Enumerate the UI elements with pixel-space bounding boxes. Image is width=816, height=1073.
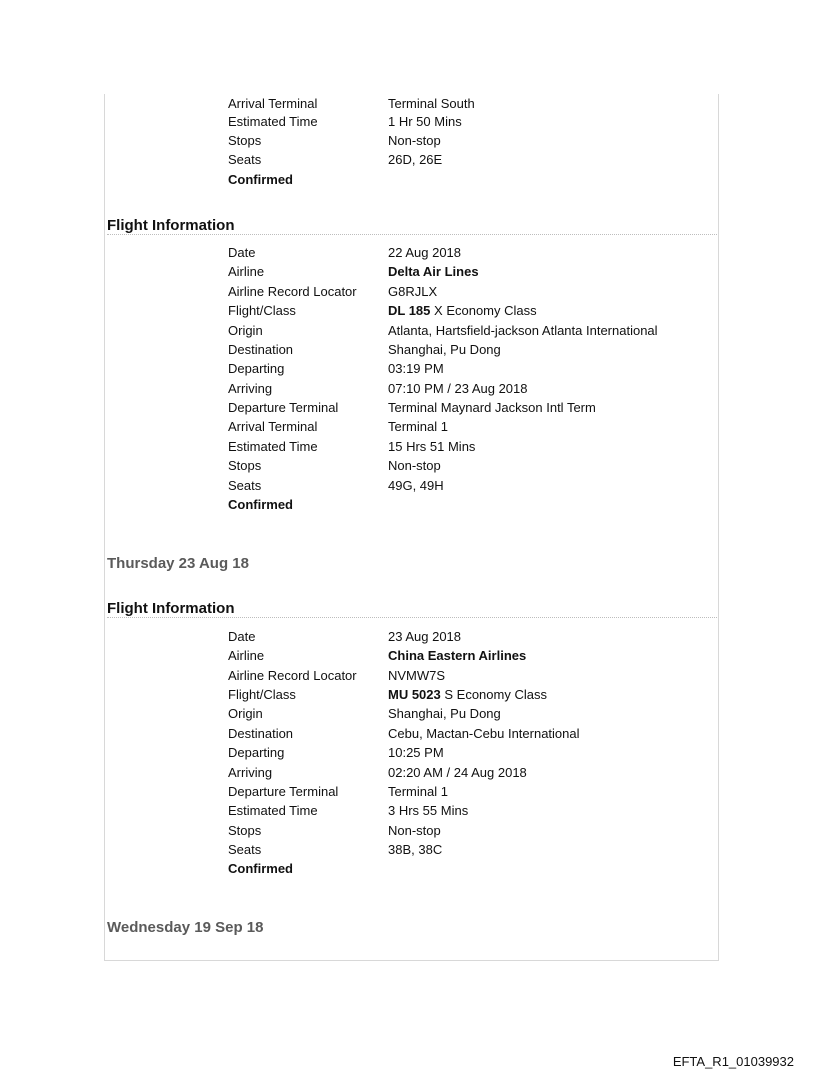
status-confirmed: Confirmed [228, 497, 293, 512]
detail-label: Departure Terminal [228, 400, 339, 415]
detail-value: Cebu, Mactan-Cebu International [388, 726, 580, 741]
section-title: Flight Information [107, 600, 235, 617]
detail-label: Destination [228, 726, 294, 741]
detail-label: Destination [228, 342, 294, 357]
detail-label: Airline Record Locator [228, 668, 357, 683]
detail-label: Departure Terminal [228, 784, 339, 799]
detail-value: 38B, 38C [388, 842, 443, 857]
detail-value: G8RJLX [388, 284, 438, 299]
section-divider [107, 234, 717, 235]
airline-name: China Eastern Airlines [388, 648, 527, 663]
day-heading: Wednesday 19 Sep 18 [107, 919, 264, 936]
detail-label: Seats [228, 478, 262, 493]
detail-value [388, 686, 547, 704]
detail-label: Airline [228, 648, 265, 663]
detail-label: Flight/Class [228, 687, 296, 702]
detail-value: 10:25 PM [388, 745, 444, 760]
detail-value: Terminal 1 [388, 784, 448, 799]
detail-label: Origin [228, 323, 263, 338]
detail-label: Arriving [228, 381, 273, 396]
detail-label: Arriving [228, 765, 273, 780]
section-title: Flight Information [107, 217, 235, 234]
detail-label: Date [228, 245, 256, 260]
detail-label: Date [228, 629, 256, 644]
detail-label: Arrival Terminal [228, 419, 318, 434]
flight-number: MU 5023 [388, 687, 441, 702]
flight-number: DL 185 [388, 303, 431, 318]
detail-label: Seats [228, 842, 262, 857]
detail-value: Non-stop [388, 823, 441, 838]
detail-label: Estimated Time [228, 803, 318, 818]
status-confirmed: Confirmed [228, 861, 293, 876]
detail-value: 07:10 PM / 23 Aug 2018 [388, 381, 528, 396]
detail-value: 26D, 26E [388, 152, 443, 167]
detail-label: Arrival Terminal [228, 96, 318, 111]
document-id: EFTA_R1_01039932 [672, 1054, 794, 1069]
detail-label: Airline Record Locator [228, 284, 357, 299]
flight-class: S Economy Class [444, 687, 547, 702]
section-divider [107, 617, 717, 618]
detail-label: Departing [228, 745, 285, 760]
detail-label: Flight/Class [228, 303, 296, 318]
detail-value: 15 Hrs 51 Mins [388, 439, 476, 454]
detail-label: Estimated Time [228, 114, 318, 129]
detail-value: 1 Hr 50 Mins [388, 114, 462, 129]
detail-value: 49G, 49H [388, 478, 444, 493]
detail-label: Airline [228, 264, 265, 279]
detail-value: Terminal Maynard Jackson Intl Term [388, 400, 596, 415]
detail-label: Stops [228, 458, 262, 473]
detail-value: Non-stop [388, 458, 441, 473]
detail-value: 22 Aug 2018 [388, 245, 462, 260]
detail-value: NVMW7S [388, 668, 446, 683]
detail-value: Terminal South [388, 96, 475, 111]
status-confirmed: Confirmed [228, 172, 293, 187]
detail-label: Departing [228, 361, 285, 376]
detail-value: Terminal 1 [388, 419, 448, 434]
detail-value: Shanghai, Pu Dong [388, 706, 501, 721]
detail-label: Stops [228, 133, 262, 148]
detail-value [388, 302, 537, 320]
detail-value: 3 Hrs 55 Mins [388, 803, 469, 818]
airline-name: Delta Air Lines [388, 264, 479, 279]
detail-value: Non-stop [388, 133, 441, 148]
detail-label: Seats [228, 152, 262, 167]
detail-value: 23 Aug 2018 [388, 629, 462, 644]
detail-label: Stops [228, 823, 262, 838]
flight-class: X Economy Class [434, 303, 537, 318]
detail-value: 02:20 AM / 24 Aug 2018 [388, 765, 527, 780]
detail-value: Atlanta, Hartsfield-jackson Atlanta International [388, 323, 658, 338]
detail-value: 03:19 PM [388, 361, 444, 376]
day-heading: Thursday 23 Aug 18 [107, 555, 249, 572]
detail-value: Shanghai, Pu Dong [388, 342, 501, 357]
detail-label: Origin [228, 706, 263, 721]
detail-label: Estimated Time [228, 439, 318, 454]
